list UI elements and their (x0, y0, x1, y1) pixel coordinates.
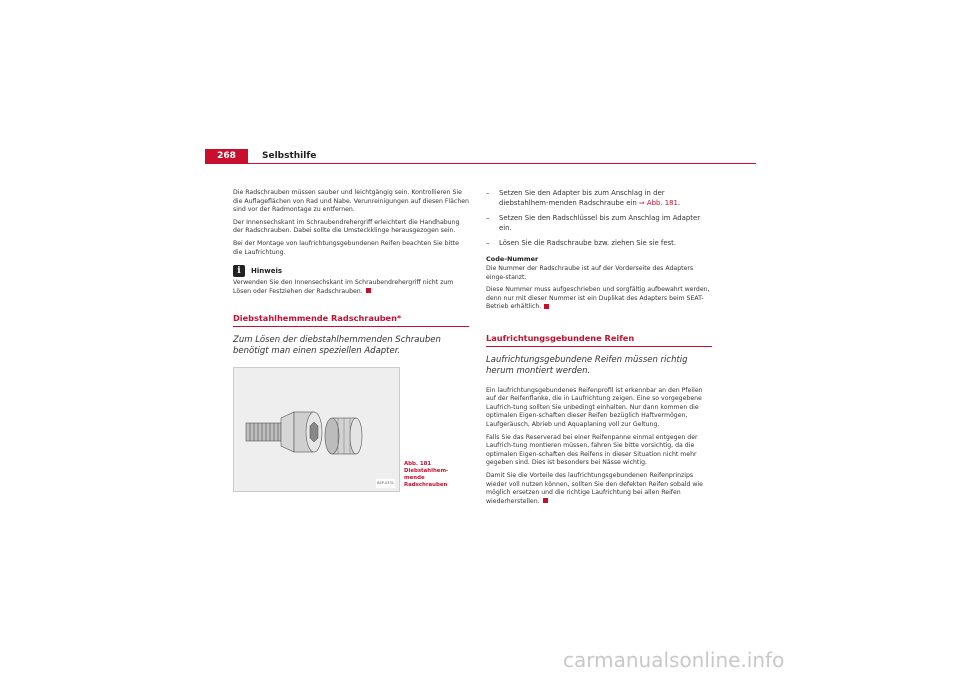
watermark: carmanualsonline.info (563, 648, 785, 672)
end-marker-icon (366, 288, 371, 293)
section-heading: Laufrichtungsgebundene Reifen (486, 334, 712, 347)
figure-code: B5P-0331 (376, 479, 395, 488)
info-icon: i (233, 265, 245, 277)
bolt-thread (246, 423, 281, 441)
list-item: – Setzen Sie den Radschlüssel bis zum Anschlag im Adapter ein. (486, 214, 701, 232)
code-heading: Code-Nummer (486, 254, 539, 263)
end-marker-icon (544, 304, 549, 309)
paragraph: Falls Sie das Reserverad bei einer Reifenpanne einmal entgegen der Laufrich-tung montieren müssen, fahren Sie bitte vorsichtig, da die optimalen Eigen-schaften des Reifens in dieser Situation nicht mehr gegeben sind. Dies ist besonders bei Nässe wichtig. (486, 433, 698, 467)
figure-wheel-lock (233, 367, 449, 492)
paragraph: Die Radschrauben müssen sauber und leichtgängig sein. Kontrollieren Sie die Auflageflächen von Rad und Nabe. Verunreinigungen auf diesen Flächen sind vor der Radmontage zu entfernen. (233, 189, 469, 214)
section-title: Selbsthilfe (262, 151, 317, 161)
paragraph: Damit Sie die Vorteile des laufrichtungsgebundenen Reifenprinzips wieder voll nutzen können, sollten Sie den defekten Reifen sobald wie möglich ersetzen und die richtige Laufrichtung bei allen Reifen wiederherstellen. (486, 472, 703, 505)
step-list (486, 189, 712, 249)
note-text: Verwenden Sie den Innensechskant im Schraubendrehergriff nicht zum Lösen oder Festziehen der Radschrauben. (233, 279, 454, 295)
section-heading: Diebstahlhemmende Radschrauben* (233, 314, 469, 327)
paragraph: Die Nummer der Radschraube ist auf der Vorderseite des Adapters einge-stanzt. (486, 265, 694, 281)
figure-reference-link[interactable]: ⇒ Abb. 181 (638, 198, 678, 207)
header-divider (205, 163, 756, 164)
wheel-lock-bolt-illustration (234, 368, 399, 491)
paragraph: Der Innensechskant im Schraubendrehergriff erleichtert die Handhabung der Radschrauben. Dabei sollte die Umsteckklinge herausgezogen sein. (233, 218, 460, 235)
note-title: Hinweis (251, 266, 283, 275)
paragraph: Ein laufrichtungsgebundenes Reifenprofil ist erkennbar an den Pfeilen auf der Reifenflanke, die in Laufrichtung zeigen. Eine so vorgegebene Laufrich-tung sollten Sie unbedingt einhalten. Nur dann kommen die optimalen Eigen-schaften dieser Reifen bezüglich Haftvermögen, Laufgeräusch, Abrieb und Aquaplaning voll zur Geltung. (486, 386, 703, 429)
end-marker-icon (543, 498, 548, 503)
paragraph: Diese Nummer muss aufgeschrieben und sorgfältig aufbewahrt werden, denn nur mit dieser Nummer ist ein Duplikat des Adapters beim SEAT-Betrieb erhältlich. (486, 286, 710, 311)
note-box (233, 265, 469, 296)
page-number: 268 (205, 149, 248, 163)
section-intro: Zum Lösen der diebstahlhemmenden Schrauben benötigt man einen speziellen Adapter. (233, 334, 441, 356)
section-intro: Laufrichtungsgebundene Reifen müssen richtig herum montiert werden. (486, 354, 688, 376)
list-item: – Lösen Sie die Radschraube bzw. ziehen Sie sie fest. (486, 239, 677, 247)
left-column (233, 189, 469, 492)
list-item: – Setzen Sie den Adapter bis zum Anschlag in der diebstahlhem-menden Radschraube ein ⇒ Abb. 181. (486, 189, 681, 207)
right-column (486, 189, 712, 510)
figure-caption: Abb. 181 Diebstahlhem-mende Radschrauben (404, 460, 449, 488)
paragraph: Bei der Montage von laufrichtungsgebundenen Reifen beachten Sie bitte die Laufrichtung. (233, 239, 459, 256)
